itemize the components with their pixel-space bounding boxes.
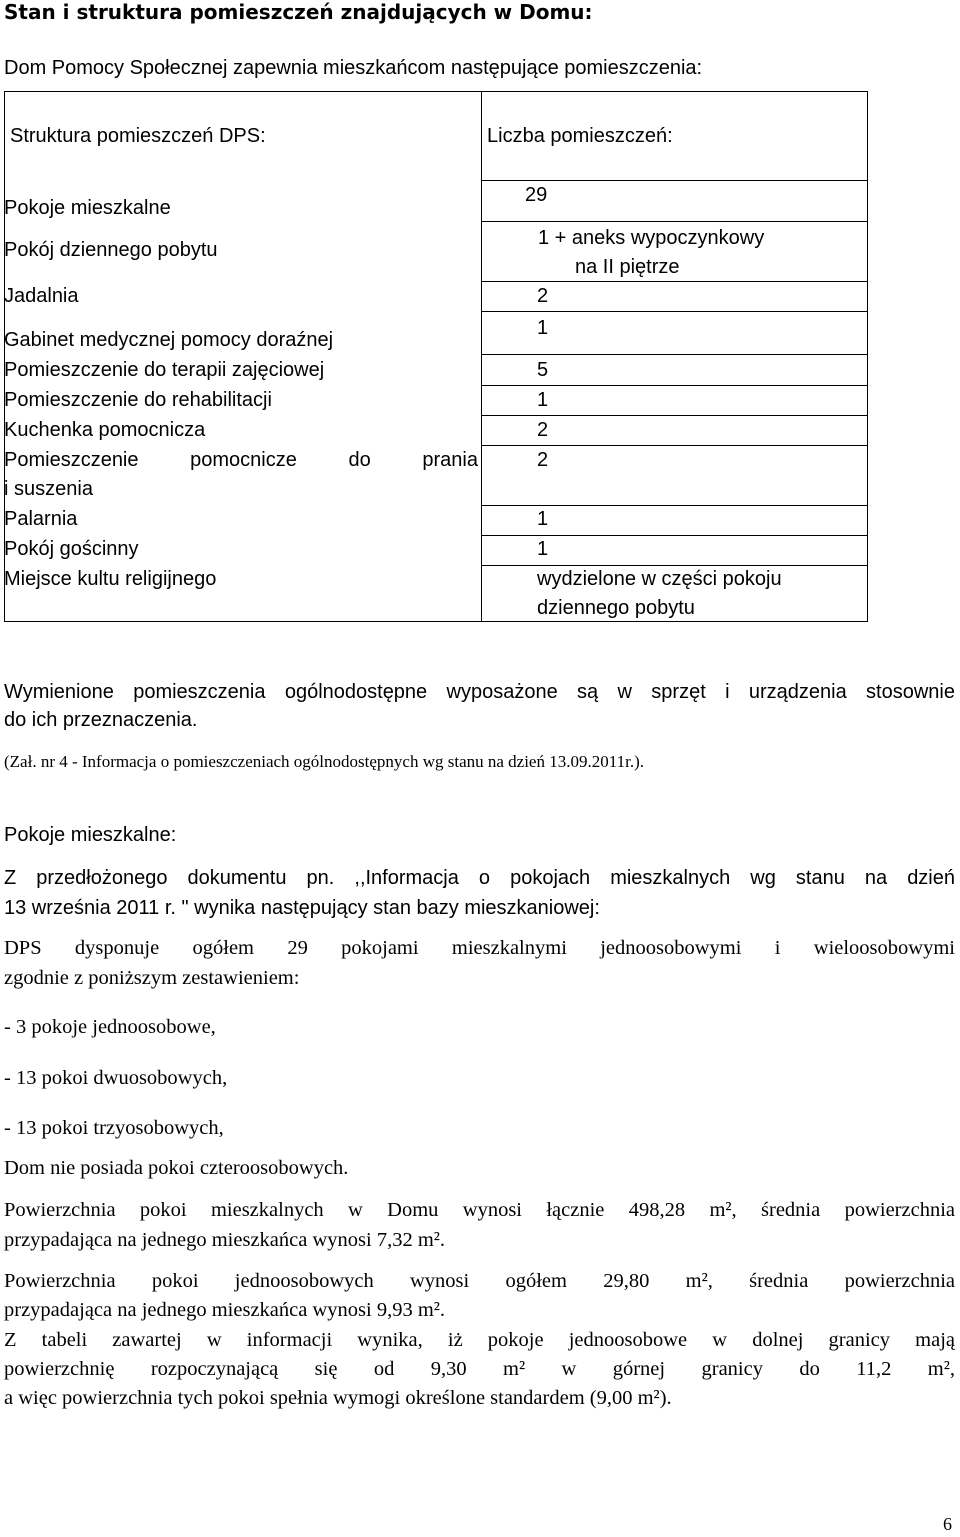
table-cell-name: Pomieszczenie do rehabilitacji (4, 389, 272, 411)
paragraph-text: zgodnie z poniższym zestawieniem: (4, 967, 300, 989)
table-cell-count: 2 (537, 419, 549, 441)
table-cell-name: Gabinet medycznej pomocy doraźnej (4, 329, 334, 351)
table-cell-name: Pokój dziennego pobytu (4, 239, 218, 261)
table-cell-count: 1 (537, 317, 549, 339)
paragraph-text: przypadająca na jednego mieszkańca wynosi 9,93 m². (4, 1299, 446, 1321)
paragraph-text: Dom nie posiada pokoi czteroosobowych. (4, 1157, 349, 1179)
paragraph-text: Z przedłożonego dokumentu pn. ,,Informacja o pokojach mieszkalnych wg stanu na dzień (4, 867, 955, 889)
table-cell-count: 2 (537, 285, 549, 307)
table-cell-name: Jadalnia (4, 285, 79, 307)
table-cell-name: Pokoje mieszkalne (4, 197, 171, 219)
section-title: Pokoje mieszkalne: (4, 824, 177, 846)
table-cell-count: 1 + aneks wypoczynkowy (538, 227, 765, 249)
list-item: - 3 pokoje jednoosobowe, (4, 1016, 216, 1038)
page-heading: Stan i struktura pomieszczeń znajdujących w Domu: (4, 0, 593, 24)
table-cell-name: Pomieszczenie pomocnicze do prania (4, 449, 478, 471)
table-cell-count: dziennego pobytu (537, 597, 695, 619)
paragraph-text: Powierzchnia pokoi mieszkalnych w Domu wynosi łącznie 498,28 m², średnia powierzchnia (4, 1199, 955, 1221)
table-header-count: Liczba pomieszczeń: (487, 125, 673, 147)
paragraph-text: 13 września 2011 r. " wynika następujący stan bazy mieszkaniowej: (4, 897, 600, 919)
table-cell-count: 29 (525, 184, 548, 206)
table-header-structure: Struktura pomieszczeń DPS: (10, 125, 266, 147)
table-cell-name: Palarnia (4, 508, 78, 530)
paragraph-text: przypadająca na jednego mieszkańca wynosi 7,32 m². (4, 1229, 446, 1251)
paragraph-text: powierzchnię rozpoczynającą się od 9,30 m² w górnej granicy do 11,2 m², (4, 1358, 955, 1380)
note-text: Wymienione pomieszczenia ogólnodostępne wyposażone są w sprzęt i urządzenia stosownie (4, 681, 955, 703)
paragraph-text: a więc powierzchnia tych pokoi spełnia wymogi określone standardem (9,00 m²). (4, 1387, 672, 1409)
table-cell-count: 1 (537, 538, 549, 560)
table-cell-name: Pokój gościnny (4, 538, 139, 560)
table-cell-name: i suszenia (4, 478, 93, 500)
intro-text: Dom Pomocy Społecznej zapewnia mieszkańcom następujące pomieszczenia: (4, 57, 703, 79)
table-cell-name: Miejsce kultu religijnego (4, 568, 217, 590)
paragraph-text: Powierzchnia pokoi jednoosobowych wynosi ogółem 29,80 m², średnia powierzchnia (4, 1270, 955, 1292)
table-cell-count: 2 (537, 449, 549, 471)
paragraph-text: DPS dysponuje ogółem 29 pokojami mieszkalnymi jednoosobowymi i wieloosobowymi (4, 937, 955, 959)
table-cell-count: wydzielone w części pokoju (537, 568, 782, 590)
note-text: do ich przeznaczenia. (4, 709, 198, 731)
table-cell-name: Kuchenka pomocnicza (4, 419, 206, 441)
table-cell-name: Pomieszczenie do terapii zajęciowej (4, 359, 325, 381)
list-item: - 13 pokoi trzyosobowych, (4, 1117, 224, 1139)
page-number: 6 (943, 1514, 952, 1534)
table-cell-count: 1 (537, 508, 549, 530)
table-cell-count: na II piętrze (575, 256, 680, 278)
attachment-reference: (Zał. nr 4 - Informacja o pomieszczeniach ogólnodostępnych wg stanu na dzień 13.09.2011r.). (4, 752, 644, 771)
paragraph-text: Z tabeli zawartej w informacji wynika, iż pokoje jednoosobowe w dolnej granicy mają (4, 1329, 955, 1351)
paragraph-text (4, 896, 600, 920)
list-item: - 13 pokoi dwuosobowych, (4, 1067, 228, 1089)
table-cell-count: 1 (537, 389, 549, 411)
table-cell-count: 5 (537, 359, 549, 381)
